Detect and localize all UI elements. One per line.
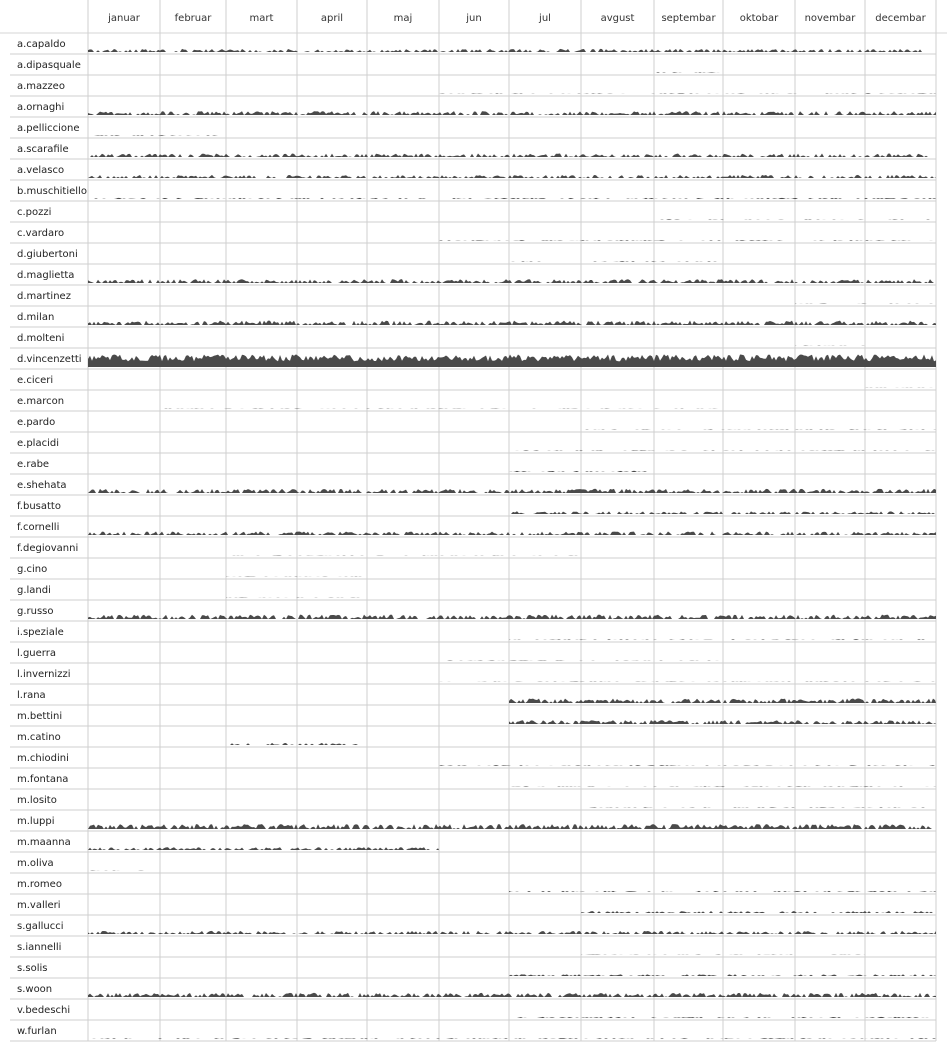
- series-area: [439, 240, 936, 241]
- series-label: d.vincenzetti: [17, 354, 82, 365]
- series-label: a.dipasquale: [17, 60, 81, 71]
- series-area: [88, 993, 936, 997]
- series-area: [88, 175, 936, 178]
- series-area: [88, 931, 936, 934]
- month-label: januar: [108, 13, 140, 24]
- month-label: novembar: [804, 13, 856, 24]
- series-label: m.catino: [17, 732, 61, 743]
- month-label: april: [320, 13, 344, 24]
- series-label: m.valleri: [17, 900, 61, 911]
- series-label: d.martinez: [17, 291, 71, 302]
- series-area: [88, 354, 936, 367]
- series-label: s.iannelli: [17, 942, 62, 953]
- series-area: [88, 154, 936, 158]
- series-area: [88, 198, 936, 199]
- series-label: m.losito: [17, 795, 57, 806]
- series-area: [509, 261, 723, 262]
- series-label: a.ornaghi: [17, 102, 65, 113]
- month-label: jul: [539, 13, 551, 24]
- series-area: [88, 321, 936, 326]
- series-label: m.romeo: [17, 879, 62, 890]
- series-label: e.marcon: [17, 396, 65, 407]
- series-label: v.bedeschi: [17, 1005, 71, 1016]
- series-label: a.pelliccione: [17, 123, 80, 134]
- month-label: jun: [466, 13, 482, 24]
- series-label: w.furlan: [17, 1026, 57, 1037]
- month-label: septembar: [661, 13, 716, 24]
- series-label: g.landi: [17, 585, 51, 596]
- series-label: m.fontana: [17, 774, 69, 785]
- series-label: d.molteni: [17, 333, 65, 344]
- series-area: [88, 824, 936, 829]
- series-label: a.scarafile: [17, 144, 69, 155]
- series-label: d.giubertoni: [17, 249, 78, 260]
- month-label: mart: [249, 13, 274, 24]
- series-label: s.woon: [17, 984, 53, 995]
- series-label: f.busatto: [17, 501, 61, 512]
- series-label: e.rabe: [17, 459, 50, 470]
- month-label: oktobar: [739, 13, 779, 24]
- series-area: [581, 430, 936, 431]
- series-label: m.chiodini: [17, 753, 69, 764]
- series-label: g.russo: [17, 606, 54, 617]
- month-label: februar: [174, 13, 212, 24]
- series-rows: [10, 39, 936, 1041]
- series-area: [439, 93, 936, 94]
- series-label: d.maglietta: [17, 270, 75, 281]
- series-label: f.degiovanni: [17, 543, 79, 554]
- series-label: m.luppi: [17, 816, 55, 827]
- series-label: f.cornelli: [17, 522, 60, 533]
- series-label: a.capaldo: [17, 39, 66, 50]
- series-area: [654, 72, 723, 73]
- series-label: e.pardo: [17, 417, 56, 428]
- series-area: [88, 532, 936, 536]
- series-area: [88, 847, 439, 850]
- series-label: l.guerra: [17, 648, 56, 659]
- series-area: [88, 279, 936, 283]
- series-area: [88, 615, 936, 619]
- series-label: e.placidi: [17, 438, 59, 449]
- series-label: e.ciceri: [17, 375, 54, 386]
- series-label: a.velasco: [17, 165, 65, 176]
- series-label: b.muschitiello: [17, 186, 87, 197]
- series-label: m.oliva: [17, 858, 54, 869]
- series-label: m.maanna: [17, 837, 71, 848]
- month-label: maj: [393, 13, 413, 24]
- series-label: s.solis: [17, 963, 48, 974]
- month-label: avgust: [600, 13, 635, 24]
- month-label: decembar: [875, 13, 926, 24]
- series-area: [581, 911, 936, 913]
- series-area: [88, 1038, 936, 1039]
- series-area: [439, 765, 936, 766]
- series-area: [88, 489, 936, 493]
- series-area: [88, 135, 226, 136]
- series-label: i.speziale: [17, 627, 64, 638]
- series-label: a.mazzeo: [17, 81, 65, 92]
- series-area: [88, 111, 936, 115]
- series-label: e.shehata: [17, 480, 67, 491]
- series-area: [581, 807, 936, 808]
- series-label: c.pozzi: [17, 207, 52, 218]
- series-label: c.vardaro: [17, 228, 65, 239]
- series-label: l.rana: [17, 690, 46, 701]
- series-label: m.bettini: [17, 711, 63, 722]
- month-labels: [107, 13, 927, 24]
- series-label: s.gallucci: [17, 921, 64, 932]
- series-label: l.invernizzi: [17, 669, 71, 680]
- series-label: d.milan: [17, 312, 55, 323]
- series-area: [88, 49, 936, 52]
- series-label: g.cino: [17, 564, 48, 575]
